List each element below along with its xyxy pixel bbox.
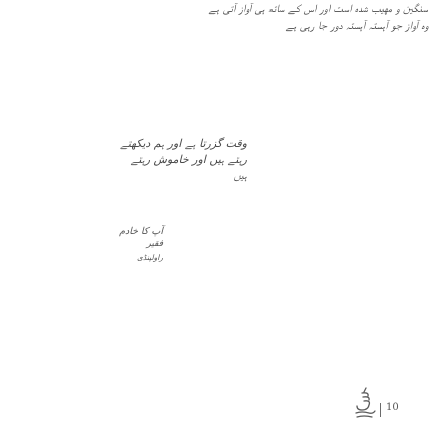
urdu-page-mark-icon <box>353 386 377 420</box>
top-paragraph-line-2: ﻭﮦ ﺁﻭﺍﺯ ﺟﻮ ﺁﮨﺴﺘﮧ ﺁﮨﺴﺘﮧ ﺩﻭﺭ ﺟﺎ ﺭﮨﯽ ﮨﮯ <box>285 19 428 32</box>
middle-paragraph-line-1: ﻭﻗﺖ ﮔﺰﺭﺗﺎ ﮨﮯ ﺍﻭﺭ ﮨﻢ ﺩﯾﮑﮭﺘﮯ <box>120 137 247 150</box>
page-number: 10 <box>386 402 399 413</box>
top-paragraph-line-1: ﺳﻨﮕﻴﻦ ﻭ ﻣﻬﯿﺐ ﺷﺪﮦ ﺍﺳﺖ ﺍﻭﺭ ﺍﺱ ﮐﮯ ﺳﺎﺗﮫ ﮨﯽ ﺁﻭﺍﺯ ﺁﺗﯽ ﮨﮯ <box>208 2 428 15</box>
footer-separator <box>380 403 381 417</box>
closing-signature-block <box>119 225 163 264</box>
middle-paragraph-line-2: ﺭﮨﺘﮯ ﮨﯿﮟ ﺍﻭﺭ ﺧﺎﻣﻮﺵ ﺭﮨﺘﮯ <box>130 153 247 166</box>
closing-line-2: ﻓﻘﯿﺮ <box>146 239 163 249</box>
middle-paragraph-line-3: ﮨﯿﮟ <box>233 169 247 182</box>
closing-line-1: ﺁﭖ ﮐﺎ ﺧﺎﺩﻡ <box>119 226 163 237</box>
top-paragraph <box>208 0 428 34</box>
page-footer <box>353 386 413 426</box>
middle-paragraph <box>120 136 247 184</box>
closing-line-3: ﺭﺍﻭﻟﭙﻨﮉﯼ <box>137 253 163 262</box>
